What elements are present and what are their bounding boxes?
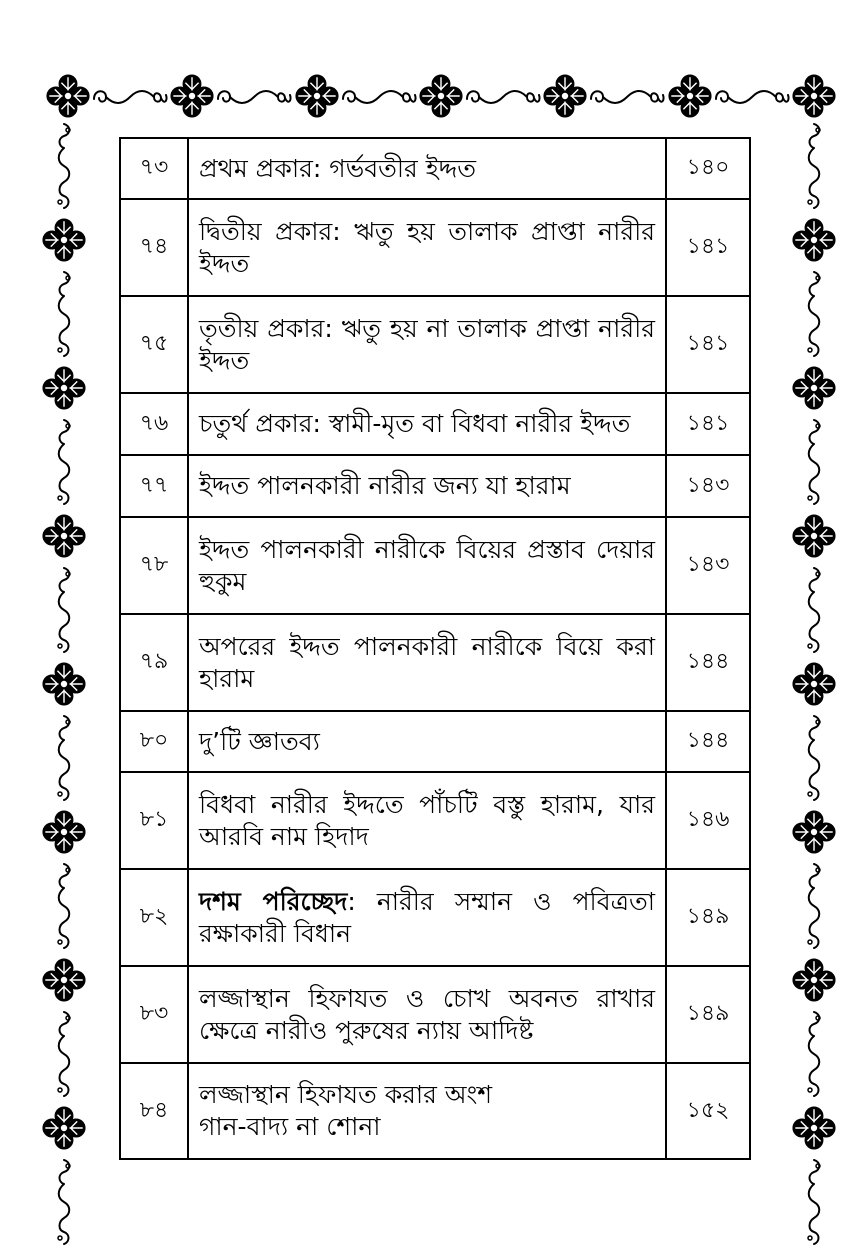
entry-page-number: ১৪১: [666, 296, 750, 393]
entry-page-number: ১৪৯: [666, 869, 750, 966]
swirl-ornament-icon: [801, 268, 827, 360]
entry-title: [188, 1063, 666, 1159]
entry-title: প্রথম প্রকার: গর্ভবতীর ইদ্দত: [188, 138, 666, 199]
flower-ornament-icon: [792, 366, 836, 410]
flower-ornament-icon: [42, 218, 86, 262]
entry-title-text: : নারীর সম্মান ও পবিত্রতা রক্ষাকারী বিধান: [199, 886, 655, 948]
swirl-ornament-icon: [51, 564, 77, 656]
swirl-ornament-icon: [51, 712, 77, 804]
swirl-ornament-icon: [801, 860, 827, 952]
flower-ornament-icon: [295, 74, 339, 118]
right-ornament-border: [790, 70, 838, 1259]
entry-number: ৭৯: [120, 614, 188, 711]
flower-ornament-icon: [668, 74, 712, 118]
entry-title: দ্বিতীয় প্রকার: ঋতু হয় তালাক প্রাপ্তা নারীর ইদ্দত: [188, 199, 666, 296]
entry-number: ৮২: [120, 869, 188, 966]
entry-title: ইদ্দত পালনকারী নারীর জন্য যা হারাম: [188, 455, 666, 517]
entry-number: ৭৩: [120, 138, 188, 199]
entry-number: ৮০: [120, 711, 188, 772]
table-row: [120, 138, 750, 199]
table-row: [120, 614, 750, 711]
entry-title-line: গান-বাদ্য না শোনা: [199, 1112, 381, 1141]
table-row: [120, 966, 750, 1063]
entry-number: ৭৫: [120, 296, 188, 393]
table-row: [120, 296, 750, 393]
swirl-ornament-icon: [801, 1008, 827, 1100]
flower-ornament-icon: [419, 74, 463, 118]
entry-title: তৃতীয় প্রকার: ঋতু হয় না তালাক প্রাপ্তা নারীর ইদ্দত: [188, 296, 666, 393]
entry-number: ৮৪: [120, 1063, 188, 1159]
table-row: [120, 869, 750, 966]
swirl-ornament-icon: [51, 1156, 77, 1248]
entry-title: বিধবা নারীর ইদ্দতে পাঁচটি বস্তু হারাম, যার আরবি নাম হিদাদ: [188, 772, 666, 869]
swirl-ornament-icon: [51, 1008, 77, 1100]
entry-title: লজ্জাস্থান হিফাযত ও চোখ অবনত রাখার ক্ষেত্রে নারীও পুরুষের ন্যায় আদিষ্ট: [188, 966, 666, 1063]
entry-page-number: ১৪৪: [666, 711, 750, 772]
entry-page-number: ১৪৬: [666, 772, 750, 869]
entry-number: ৮১: [120, 772, 188, 869]
table-of-contents: [119, 137, 751, 1160]
flower-ornament-icon: [170, 74, 214, 118]
flower-ornament-icon: [42, 366, 86, 410]
table-row: [120, 455, 750, 517]
entry-title: ইদ্দত পালনকারী নারীকে বিয়ের প্রস্তাব দেয়ার হুকুম: [188, 517, 666, 614]
entry-page-number: ১৪১: [666, 199, 750, 296]
entry-page-number: ১৪৪: [666, 614, 750, 711]
flower-ornament-icon: [792, 218, 836, 262]
entry-page-number: ১৪১: [666, 393, 750, 455]
flower-ornament-icon: [42, 1106, 86, 1150]
entry-title: দু’টি জ্ঞাতব্য: [188, 711, 666, 772]
table-row: [120, 711, 750, 772]
entry-number: ৮৩: [120, 966, 188, 1063]
flower-ornament-icon: [792, 958, 836, 1002]
swirl-ornament-icon: [463, 83, 543, 109]
swirl-ornament-icon: [339, 83, 419, 109]
flower-ornament-icon: [792, 662, 836, 706]
swirl-ornament-icon: [51, 268, 77, 360]
table-row: [120, 199, 750, 296]
entry-number: ৭৬: [120, 393, 188, 455]
table-row: [120, 393, 750, 455]
entry-page-number: ১৫২: [666, 1063, 750, 1159]
chapter-heading: দশম পরিচ্ছেদ: [199, 886, 348, 916]
entry-page-number: ১৪৯: [666, 966, 750, 1063]
swirl-ornament-icon: [51, 120, 77, 212]
flower-ornament-icon: [543, 74, 587, 118]
swirl-ornament-icon: [712, 83, 792, 109]
table-row: [120, 517, 750, 614]
flower-ornament-icon: [792, 810, 836, 854]
entry-title: অপরের ইদ্দত পালনকারী নারীকে বিয়ে করা হারাম: [188, 614, 666, 711]
entry-number: ৭৮: [120, 517, 188, 614]
entry-number: ৭৪: [120, 199, 188, 296]
flower-ornament-icon: [42, 810, 86, 854]
entry-number: ৭৭: [120, 455, 188, 517]
swirl-ornament-icon: [587, 83, 667, 109]
entry-page-number: ১৪৩: [666, 455, 750, 517]
entry-title-line: লজ্জাস্থান হিফাযত করার অংশ: [199, 1080, 493, 1109]
entry-title: [188, 869, 666, 966]
swirl-ornament-icon: [801, 120, 827, 212]
swirl-ornament-icon: [801, 1156, 827, 1248]
table-row: [120, 1063, 750, 1159]
table-row: [120, 772, 750, 869]
swirl-ornament-icon: [801, 564, 827, 656]
left-ornament-border: [40, 70, 88, 1259]
swirl-ornament-icon: [214, 83, 294, 109]
flower-ornament-icon: [42, 514, 86, 558]
swirl-ornament-icon: [51, 416, 77, 508]
top-ornament-border: [46, 72, 836, 120]
swirl-ornament-icon: [801, 416, 827, 508]
swirl-ornament-icon: [801, 712, 827, 804]
swirl-ornament-icon: [90, 83, 170, 109]
flower-ornament-icon: [792, 514, 836, 558]
entry-page-number: ১৪৩: [666, 517, 750, 614]
flower-ornament-icon: [42, 958, 86, 1002]
swirl-ornament-icon: [51, 860, 77, 952]
entry-page-number: ১৪০: [666, 138, 750, 199]
flower-ornament-icon: [792, 1106, 836, 1150]
flower-ornament-icon: [42, 662, 86, 706]
entry-title: চতুর্থ প্রকার: স্বামী-মৃত বা বিধবা নারীর ইদ্দত: [188, 393, 666, 455]
